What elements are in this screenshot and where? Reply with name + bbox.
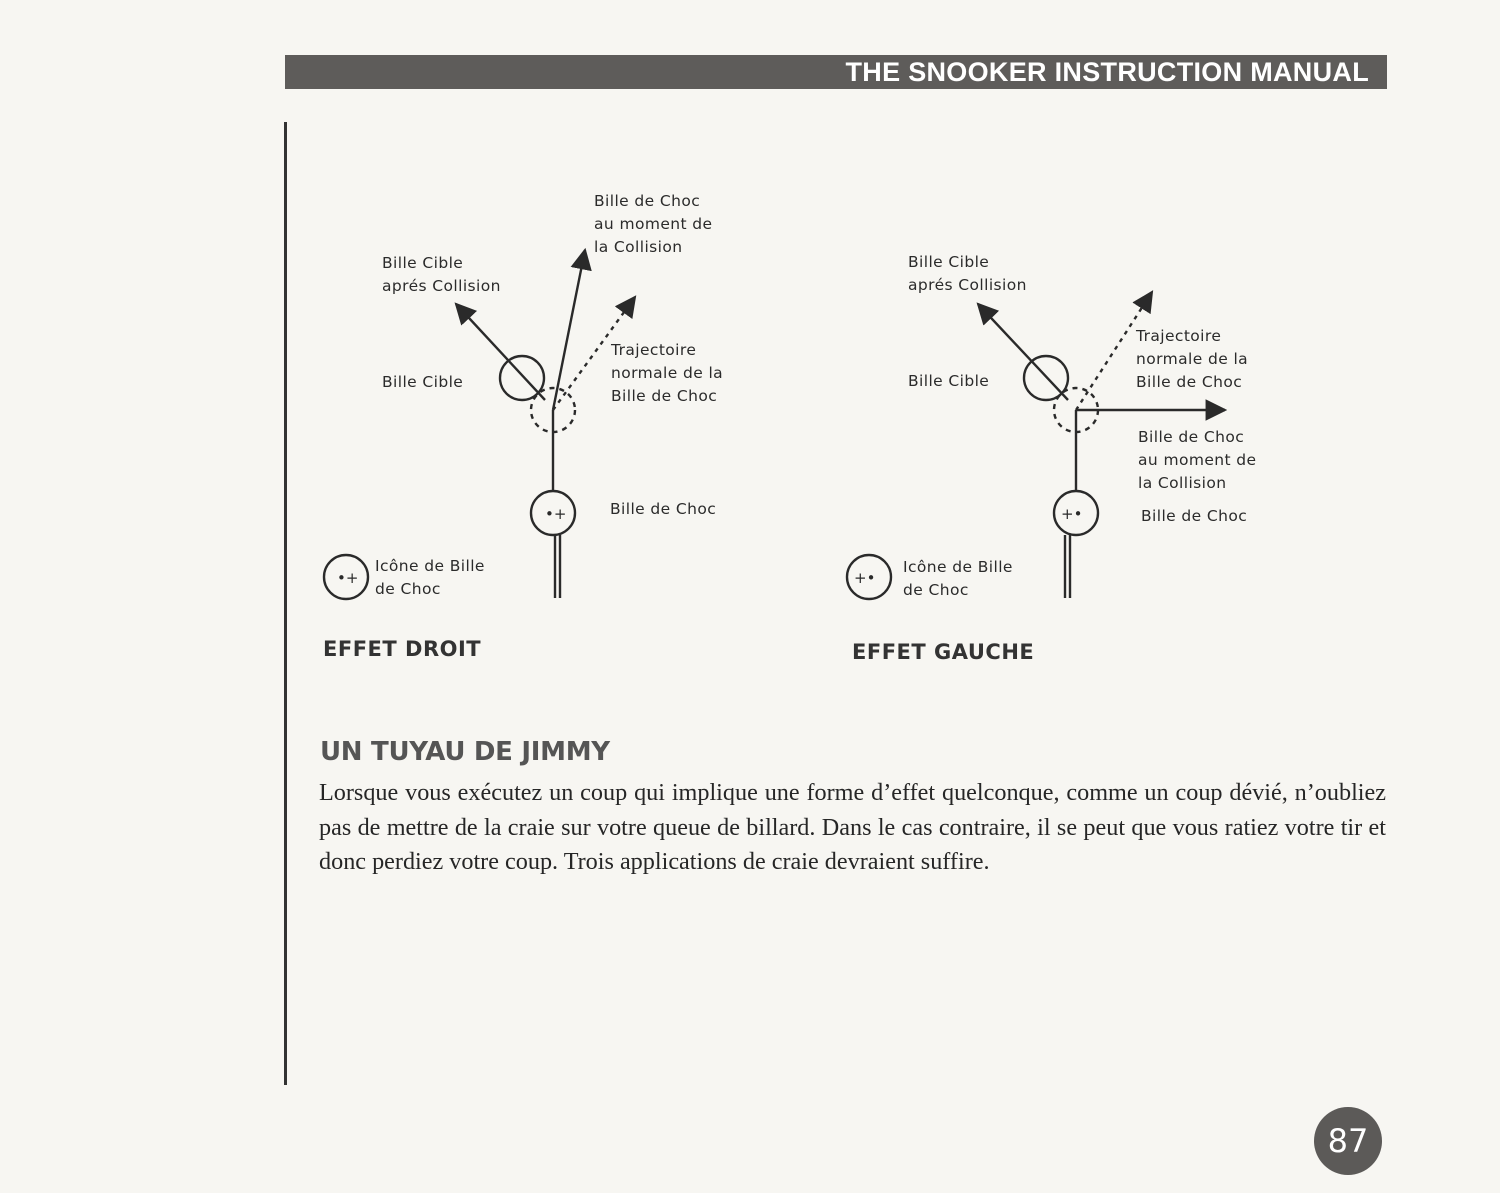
- left-label-object-ball: Bille Cible: [382, 373, 464, 391]
- manual-title: THE SNOOKER INSTRUCTION MANUAL: [845, 57, 1369, 87]
- caption-effet-gauche: EFFET GAUCHE: [852, 640, 1035, 664]
- page-number-badge: [1314, 1107, 1382, 1175]
- right-label-object-after: Bille Cible aprés Collision: [908, 253, 1027, 294]
- page-number: 87: [1327, 1122, 1369, 1160]
- left-label-cue-ball: Bille de Choc: [610, 500, 717, 518]
- tip-title: UN TUYAU DE JIMMY: [320, 737, 610, 767]
- right-label-cue-ball: Bille de Choc: [1141, 507, 1248, 525]
- right-label-normal-path: Trajectoire normale de la Bille de Choc: [1136, 327, 1249, 391]
- left-diagram-drawing: [324, 250, 635, 599]
- right-label-object-ball: Bille Cible: [908, 372, 990, 390]
- svg-text:+•: +•: [854, 569, 876, 587]
- object-ball-arrow: [978, 304, 1068, 400]
- left-label-normal-path: Trajectoire normale de la Bille de Choc: [611, 341, 724, 405]
- left-label-object-after: Bille Cible aprés Collision: [382, 254, 501, 295]
- tip-paragraph: Lorsque vous exécutez un coup qui implique une forme d’effet quelconque, comme un coup dévié, n’oubliez pas de mettre de la craie sur votre queue de billard. Dans le cas contraire, il se peut que vous ratiez votre tir et donc perdiez votre coup. Trois applications de craie devraient suffire.: [319, 779, 1386, 875]
- left-label-cue-at-collision: Bille de Choc au moment de la Collision: [594, 192, 713, 256]
- caption-effet-droit: EFFET DROIT: [323, 637, 482, 661]
- right-label-icon: Icône de Bille de Choc: [903, 558, 1013, 599]
- svg-text:•+: •+: [545, 505, 567, 523]
- svg-text:•+: •+: [337, 569, 359, 587]
- right-label-cue-at-collision: Bille de Choc au moment de la Collision: [1138, 428, 1257, 492]
- left-label-icon: Icône de Bille de Choc: [375, 557, 485, 598]
- svg-text:+•: +•: [1061, 505, 1083, 523]
